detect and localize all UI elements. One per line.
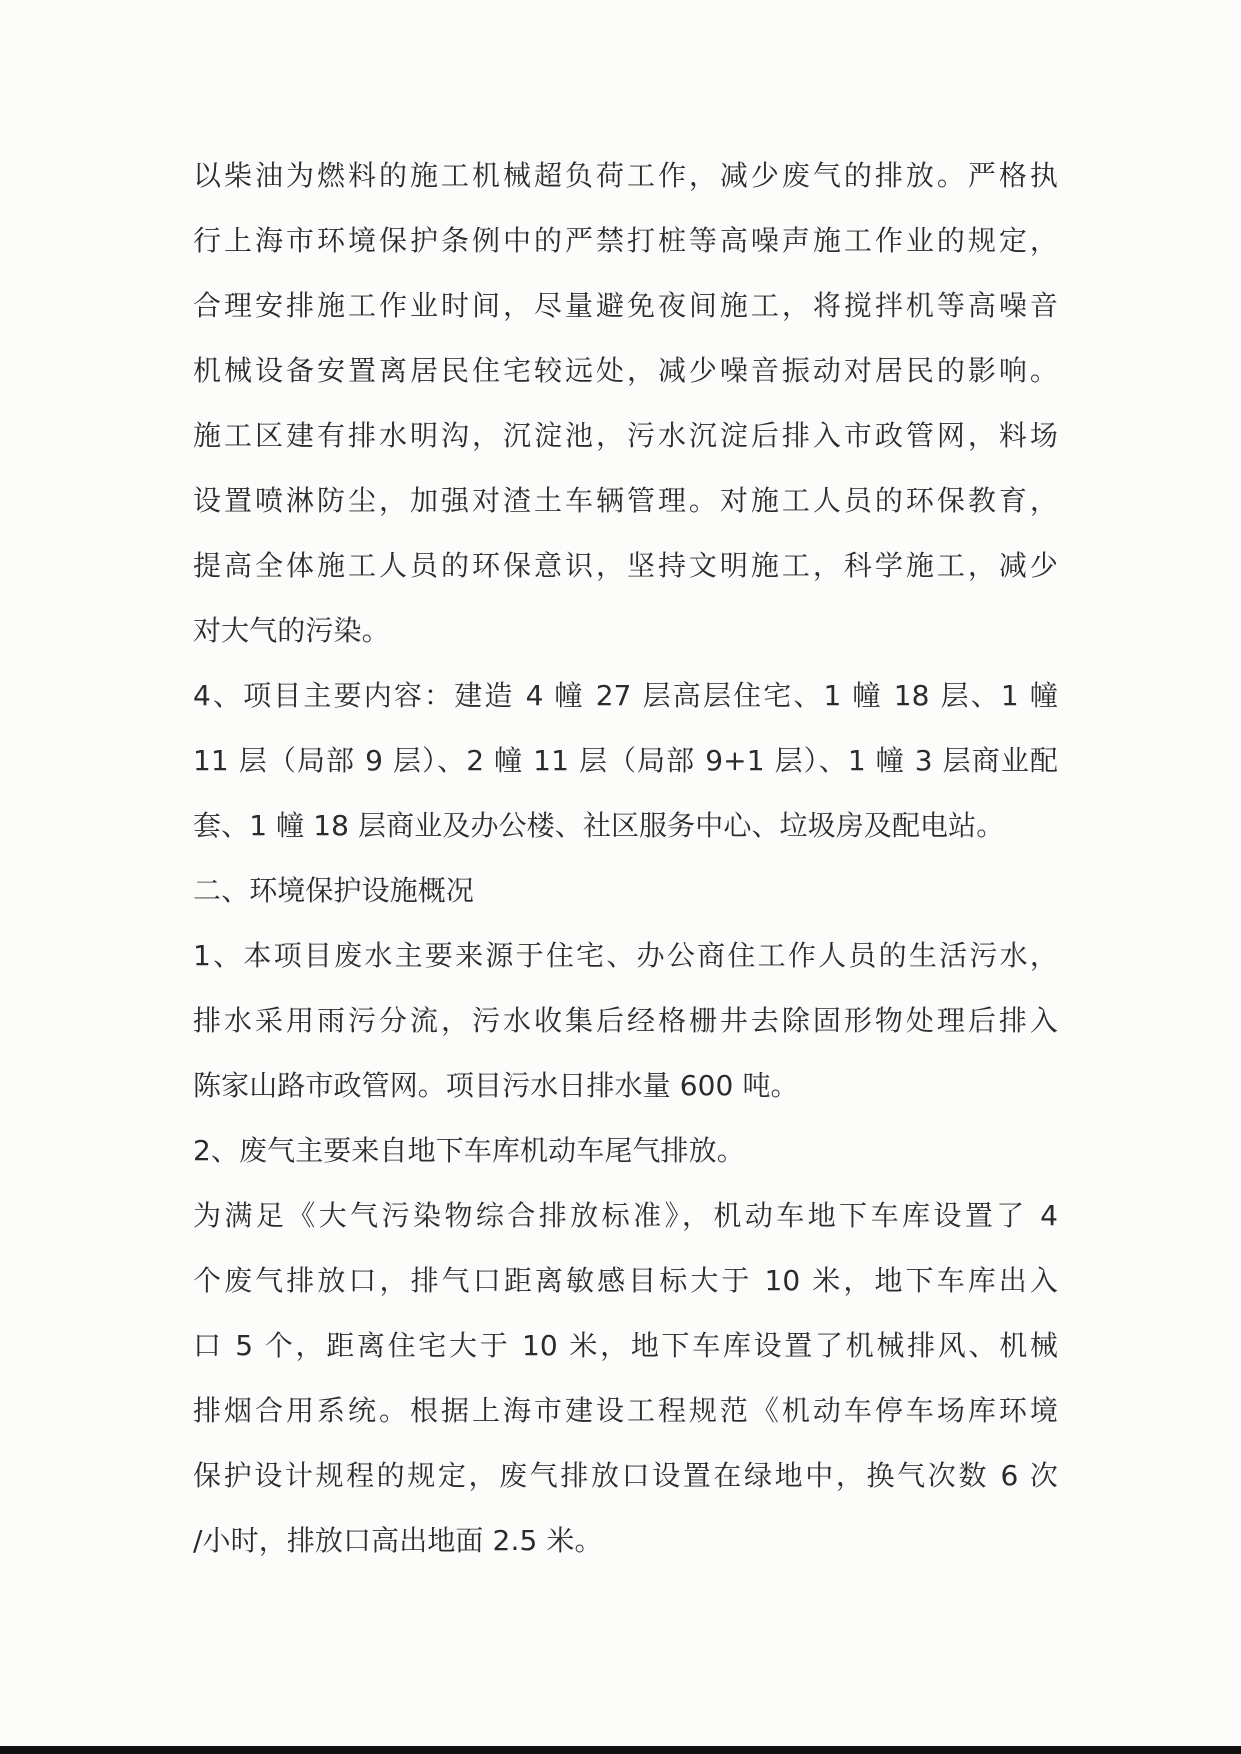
- project-content-line-1: 4、项目主要内容：建造 4 幢 27 层高层住宅、1 幢 18 层、1 幢: [193, 679, 1058, 712]
- paragraph-line-3: 合理安排施工作业时间，尽量避免夜间施工，将搅拌机等高噪音: [193, 289, 1058, 322]
- exhaust-heading: 2、废气主要来自地下车库机动车尾气排放。: [193, 1134, 745, 1167]
- paragraph-line-7: 提高全体施工人员的环保意识，坚持文明施工，科学施工，减少: [193, 549, 1058, 582]
- paragraph-line-4: 机械设备安置离居民住宅较远处，减少噪音振动对居民的影响。: [193, 354, 1058, 387]
- wastewater-line-3: 陈家山路市政管网。项目污水日排水量 600 吨。: [193, 1069, 799, 1102]
- exhaust-line-3: 口 5 个，距离住宅大于 10 米，地下车库设置了机械排风、机械: [193, 1329, 1058, 1362]
- paragraph-line-8: 对大气的污染。: [193, 614, 390, 647]
- wastewater-line-2: 排水采用雨污分流，污水收集后经格栅井去除固形物处理后排入: [193, 1004, 1058, 1037]
- paragraph-line-5: 施工区建有排水明沟，沉淀池，污水沉淀后排入市政管网，料场: [193, 419, 1058, 452]
- section-heading: 二、环境保护设施概况: [193, 874, 475, 907]
- exhaust-line-5: 保护设计规程的规定，废气排放口设置在绿地中，换气次数 6 次: [193, 1459, 1058, 1492]
- scan-bottom-border: [0, 1746, 1241, 1754]
- project-content-line-3: 套、1 幢 18 层商业及办公楼、社区服务中心、垃圾房及配电站。: [193, 809, 1005, 842]
- exhaust-line-2: 个废气排放口，排气口距离敏感目标大于 10 米，地下车库出入: [193, 1264, 1058, 1297]
- wastewater-line-1: 1、本项目废水主要来源于住宅、办公商住工作人员的生活污水，: [193, 939, 1058, 972]
- paragraph-line-2: 行上海市环境保护条例中的严禁打桩等高噪声施工作业的规定，: [193, 224, 1058, 257]
- exhaust-line-6: /小时，排放口高出地面 2.5 米。: [193, 1524, 603, 1557]
- document-body: [193, 143, 1058, 1573]
- exhaust-line-4: 排烟合用系统。根据上海市建设工程规范《机动车停车场库环境: [193, 1394, 1058, 1427]
- exhaust-line-1: 为满足《大气污染物综合排放标准》，机动车地下车库设置了 4: [193, 1199, 1058, 1232]
- paragraph-line-1: 以柴油为燃料的施工机械超负荷工作，减少废气的排放。严格执: [193, 159, 1058, 192]
- paragraph-line-6: 设置喷淋防尘，加强对渣土车辆管理。对施工人员的环保教育，: [193, 484, 1058, 517]
- project-content-line-2: 11 层（局部 9 层）、2 幢 11 层（局部 9+1 层）、1 幢 3 层商业配: [193, 744, 1058, 777]
